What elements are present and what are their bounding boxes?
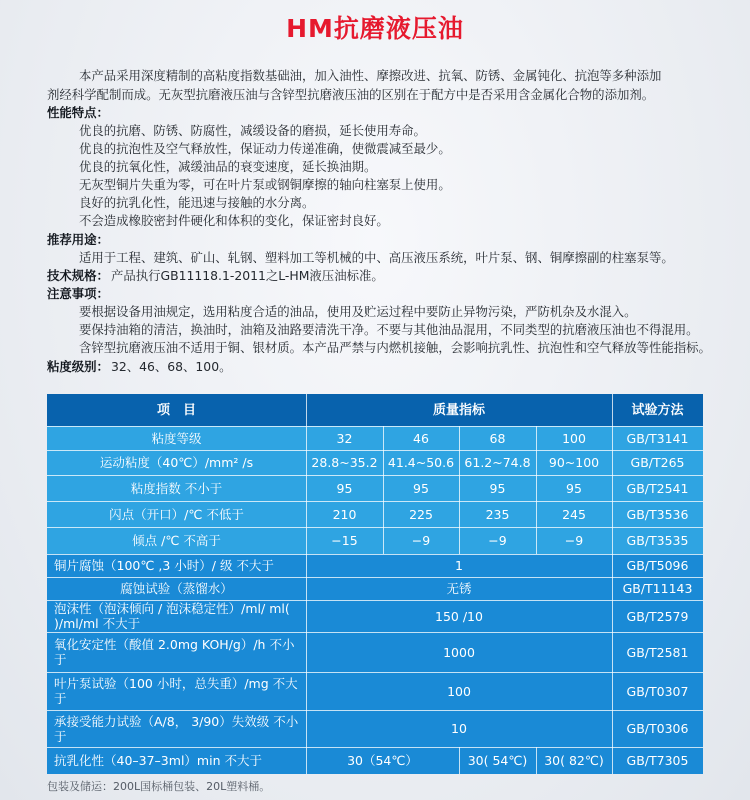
table-row-method: GB/T2579: [626, 608, 689, 624]
table-row-item: 氧化安定性（酸值 2.0mg KOH/g）/h 不小于: [54, 637, 295, 667]
performance-item: 优良的抗泡性及空气释放性，保证动力传递准确，使微震减至最少。: [79, 141, 451, 156]
table-cell: 100: [447, 683, 471, 699]
intro-line-2: 剂经科学配制而成。无灰型抗磨液压油与含锌型抗磨液压油的区别在于配方中是否采用含金属化合物的添加剂。: [47, 87, 655, 102]
notes-heading: 注意事项：: [47, 286, 109, 301]
application-heading: 推荐用途：: [47, 232, 109, 247]
table-row-method: GB/T3141: [626, 430, 689, 446]
viscosity-grades-line: [47, 358, 231, 375]
table-row-method: GB/T11143: [622, 581, 693, 596]
table-row-method: GB/T2541: [626, 480, 689, 496]
table-cell: 95: [413, 480, 429, 496]
table-row-method: GB/T3535: [626, 533, 689, 548]
table-row-method: GB/T0306: [626, 721, 689, 736]
table-row-method: GB/T5096: [626, 558, 689, 573]
table-cell: 150 /10: [435, 608, 483, 624]
table-cell: 225: [409, 506, 433, 522]
table-header-method: 试验方法: [631, 402, 684, 418]
table-row-item: 腐蚀试验（蒸馏水）: [120, 581, 233, 596]
intro-line-1: 本产品采用深度精制的高粘度指数基础油，加入油性、摩擦改进、抗氧、防锈、金属钝化、抗泡等多种添加: [79, 68, 662, 83]
table-row-method: GB/T7305: [626, 753, 689, 768]
table-row-item: 铜片腐蚀（100℃ ,3 小时）/ 级 不大于: [54, 558, 274, 573]
table-row-item: 抗乳化性（40–37–3ml）min 不大于: [54, 753, 262, 768]
table-cell: −9: [564, 533, 584, 548]
notes-item: 含锌型抗磨液压油不适用于铜、银材质。本产品严禁与内燃机接触，会影响抗乳性、抗泡性和空气释放等性能指标。: [79, 340, 711, 355]
table-row-item: 闪点（开口）/℃ 不低于: [109, 506, 244, 522]
table-cell: 100: [562, 430, 586, 446]
performance-item: 优良的抗氧化性，减缓油品的衰变速度，延长换油期。: [79, 159, 377, 174]
table-row-item: 泡沫性（泡沫倾向 / 泡沫稳定性）/ml/ ml( )/ml/ml 不大于: [54, 601, 290, 631]
table-row-item: 粘度指数 不小于: [130, 480, 223, 496]
table-cell: −9: [488, 533, 507, 548]
table-cell: 1000: [443, 644, 475, 660]
table-cell: 95: [489, 480, 506, 496]
table-row-method: GB/T2581: [626, 644, 689, 660]
spec-table: [47, 394, 703, 774]
table-header-quality: 质量指标: [432, 402, 485, 418]
page-title: HM抗磨液压油: [286, 14, 464, 43]
table-header-item: 项 目: [156, 402, 196, 418]
spec-heading: 技术规格：: [47, 268, 109, 283]
table-cell: 28.8~35.2: [311, 455, 378, 470]
table-cell: 32: [336, 430, 353, 446]
table-cell: 46: [413, 430, 429, 446]
table-cell: 30( 82℃): [544, 753, 604, 768]
viscosity-grades-heading: 粘度级别：: [47, 359, 109, 374]
table-cell: 245: [562, 506, 586, 522]
table-row-method: GB/T0307: [626, 683, 689, 699]
table-cell: 68: [489, 430, 506, 446]
table-cell: 41.4~50.6: [387, 455, 455, 470]
notes-item: 要保持油箱的清洁，换油时，油箱及油路要清洗干净。不要与其他油品混用，不同类型的抗磨液压油也不得混用。: [79, 322, 699, 337]
packaging-note: 包装及储运：200L国标桶包装、20L塑料桶。: [47, 780, 271, 793]
table-cell: 30（54℃）: [347, 753, 418, 768]
performance-item: 优良的抗磨、防锈、防腐性，减缓设备的磨损，延长使用寿命。: [79, 123, 426, 138]
table-row-method: GB/T265: [630, 455, 685, 470]
table-cell: 95: [566, 480, 582, 496]
table-row-item: 运动粘度（40℃）/mm² /s: [99, 455, 254, 470]
table-cell: 95: [336, 480, 353, 496]
table-cell: 90~100: [548, 455, 600, 470]
table-row-item: 倾点 /℃ 不高于: [132, 533, 221, 548]
table-cell: 30( 54℃): [467, 753, 528, 768]
viscosity-grades-text: 32、46、68、100。: [110, 359, 232, 374]
table-row-item: 粘度等级: [151, 430, 202, 446]
spec-line: [47, 267, 384, 284]
table-cell: −15: [331, 533, 358, 548]
table-cell: −9: [411, 533, 431, 548]
table-row-item: 叶片泵试验（100 小时，总失重）/mg 不大于: [54, 676, 298, 706]
table-row-method: GB/T3536: [626, 506, 689, 522]
application-text: 适用于工程、建筑、矿山、轧钢、塑料加工等机械的中、高压液压系统，叶片泵、钢、铜摩擦副的柱塞泵等。: [79, 250, 674, 265]
table-cell: 210: [332, 506, 357, 522]
performance-item: 无灰型铜片失重为零，可在叶片泵或钢铜摩擦的轴向柱塞泵上使用。: [79, 177, 451, 192]
table-cell: 无锈: [446, 581, 472, 596]
notes-item: 要根据设备用油规定，选用粘度合适的油品，使用及贮运过程中要防止异物污染，严防机杂及水混入。: [79, 304, 637, 319]
performance-item: 良好的抗乳化性，能迅速与接触的水分离。: [79, 195, 315, 210]
performance-item: 不会造成橡胶密封件硬化和体积的变化，保证密封良好。: [79, 213, 389, 228]
table-cell: 1: [455, 558, 463, 573]
spec-text: 产品执行GB11118.1-2011之L-HM液压油标准。: [110, 268, 384, 283]
table-cell: 61.2~74.8: [464, 455, 531, 470]
table-cell: 235: [485, 506, 510, 522]
table-cell: 10: [451, 721, 467, 736]
table-row-item: 承接受能力试验（A/8， 3/90）失效级 不小于: [54, 713, 299, 744]
performance-heading: 性能特点：: [47, 105, 109, 120]
